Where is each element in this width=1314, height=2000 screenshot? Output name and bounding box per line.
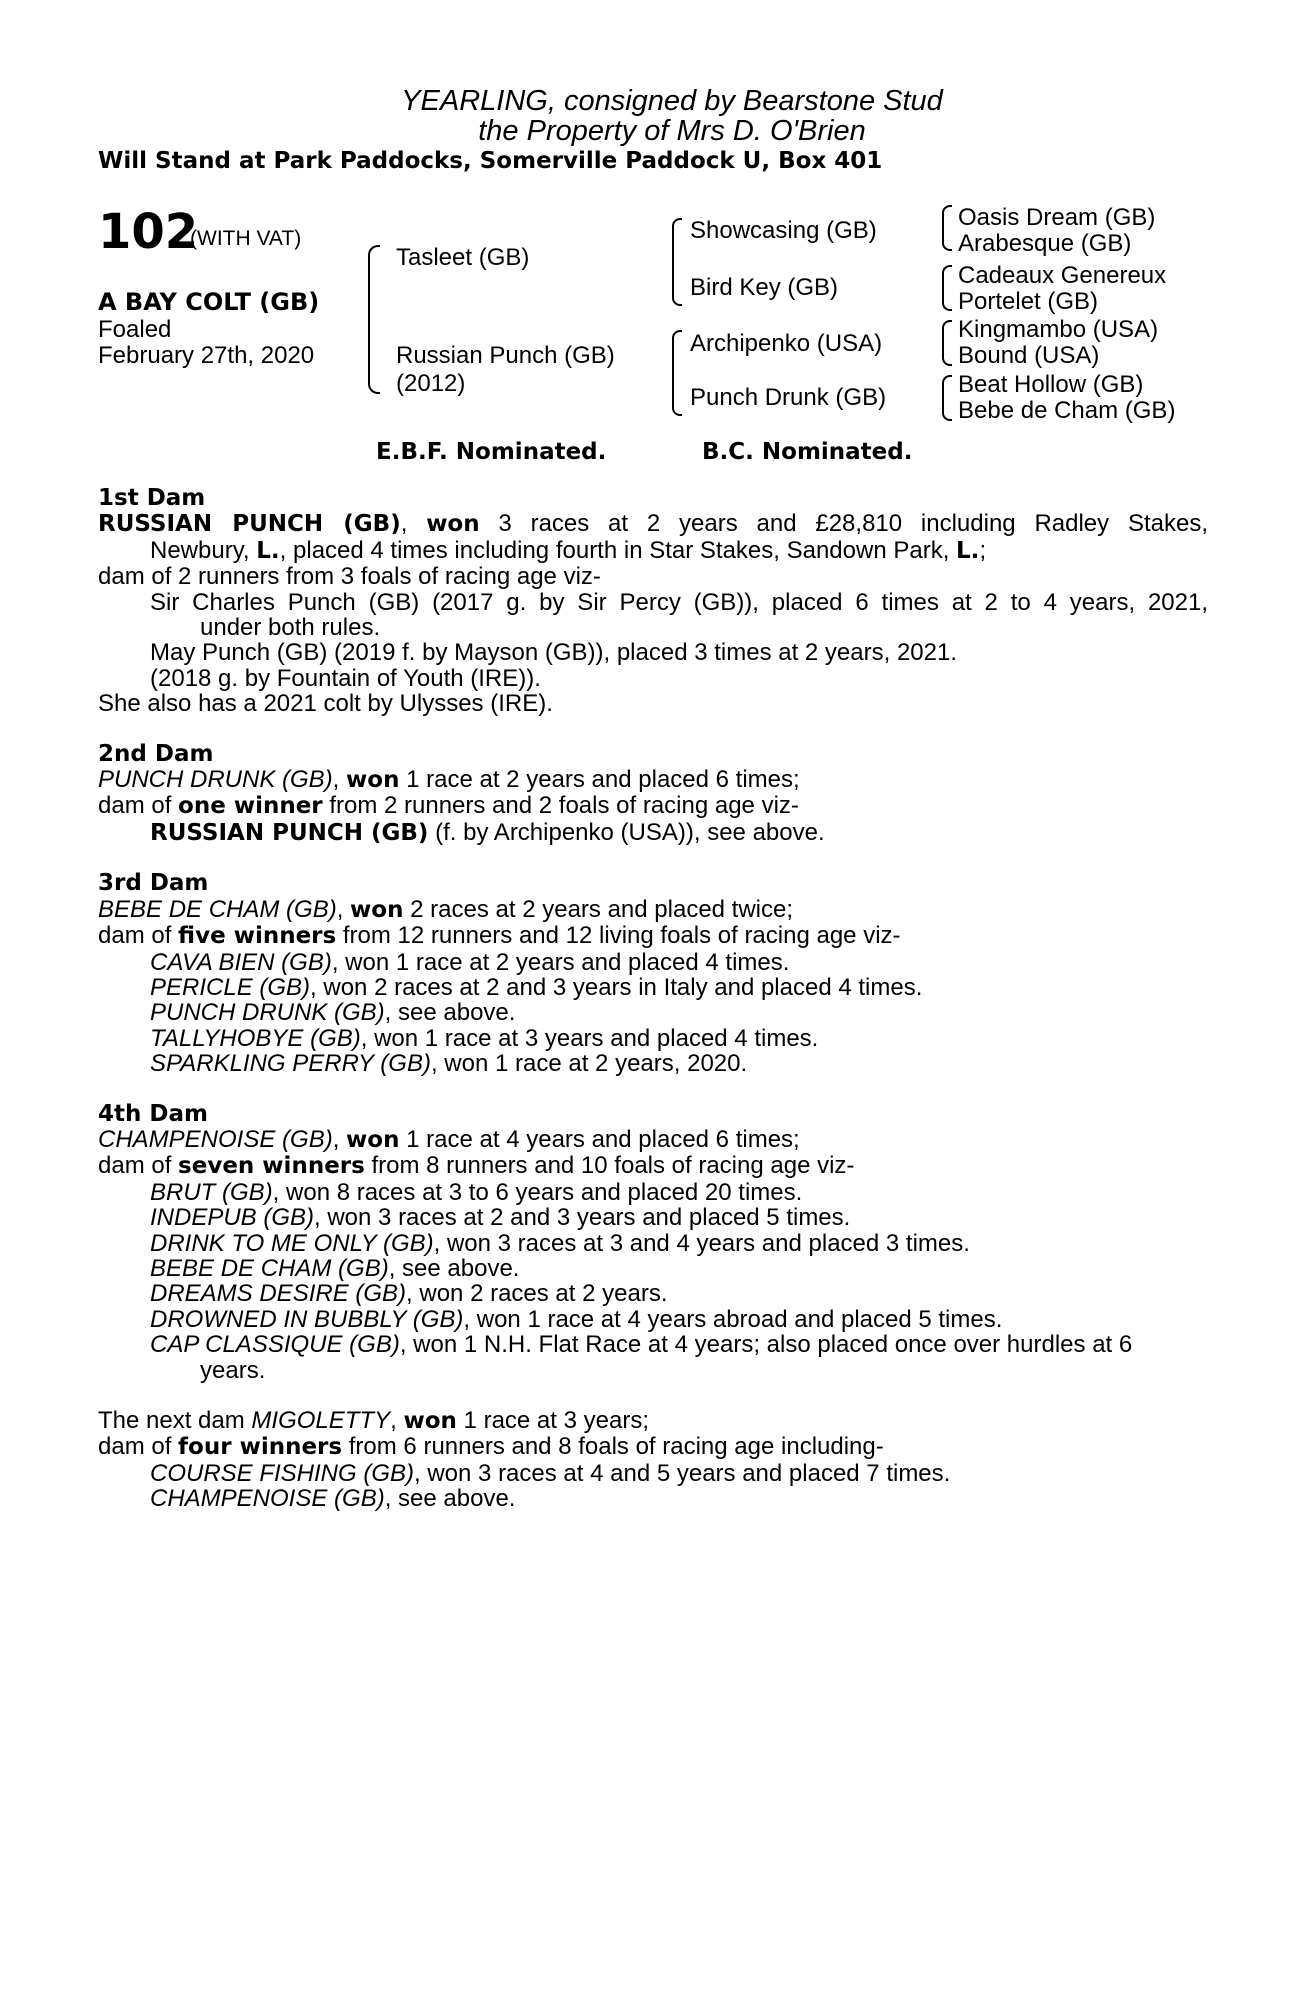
sire-sire: Showcasing (GB) [690, 217, 877, 244]
dam-name: RUSSIAN PUNCH (GB) [98, 511, 401, 538]
gg-name: Bound (USA) [958, 342, 1100, 369]
progeny-name: CAP CLASSIQUE (GB) [150, 1331, 400, 1359]
progeny-entry [98, 1486, 1208, 1511]
pedigree-brace-gg3 [942, 320, 952, 366]
race-record: Newbury, [150, 536, 257, 564]
race-record: ; [979, 536, 987, 564]
progeny-record: , see above. [388, 1254, 520, 1282]
progeny-entry [98, 1256, 1208, 1281]
foaled-date: February 27th, 2020 [98, 342, 315, 369]
race-record: 2 races at 2 years and placed twice; [403, 895, 794, 923]
progeny-record: , won 1 race at 2 years, 2020. [430, 1050, 748, 1078]
progeny-entry [98, 1461, 1208, 1486]
next-dam-section [98, 1408, 1208, 1512]
progeny-name: BEBE DE CHAM (GB) [150, 1254, 389, 1282]
dam-name: Russian Punch (GB) [396, 342, 615, 369]
progeny-name: PUNCH DRUNK (GB) [150, 999, 385, 1027]
progeny-record: , see above. [384, 1485, 516, 1513]
progeny-name: CAVA BIEN (GB) [150, 948, 332, 976]
progeny-name: DREAMS DESIRE (GB) [150, 1280, 407, 1308]
produce-record: from 6 runners and 8 foals of racing age including- [342, 1433, 884, 1461]
progeny-entry: Sir Charles Punch (GB) (2017 g. by Sir Percy (GB)), placed 6 times at 2 to 4 years, 2021, [150, 588, 1208, 616]
race-record: 1 race at 4 years and placed 6 times; [399, 1125, 800, 1153]
progeny-name: BRUT (GB) [150, 1178, 273, 1206]
section-title: 2nd Dam [98, 740, 214, 767]
winners-count: one winner [178, 793, 323, 820]
progeny-name: PERICLE (GB) [150, 973, 311, 1001]
section-title: 1st Dam [98, 485, 206, 511]
lot-description: A BAY COLT (GB) [98, 288, 320, 316]
gg-name: Bebe de Cham (GB) [958, 397, 1176, 424]
progeny-record: , won 8 races at 3 to 6 years and placed 20 times. [272, 1178, 803, 1206]
progeny-entry [98, 1180, 1208, 1205]
progeny-record: (f. by Archipenko (USA)), see above. [428, 818, 825, 846]
dam-of-label: dam of [98, 1152, 179, 1180]
pedigree-notes [98, 486, 1208, 1512]
produce-summary [98, 793, 1208, 819]
dam-of-label: dam of [98, 1433, 179, 1461]
progeny-record: , see above. [384, 999, 516, 1027]
progeny-entry [98, 1051, 1208, 1076]
progeny-record: , won 1 N.H. Flat Race at 4 years; also placed once over hurdles at 6 [399, 1331, 1133, 1359]
next-dam-label: The next dam [98, 1407, 252, 1434]
progeny-entry: (2018 g. by Fountain of Youth (IRE)). [150, 664, 541, 692]
progeny-entry [98, 1026, 1208, 1051]
progeny-name: SPARKLING PERRY (GB) [150, 1050, 431, 1078]
consignment-line: YEARLING, consigned by Bearstone Stud [401, 85, 943, 117]
dam-summary: CHAMPENOISE (GB), won 1 race at 4 years and placed 6 times; [98, 1125, 800, 1153]
race-record: , placed 4 times including fourth in Star Stakes, Sandown Park, [279, 536, 957, 564]
progeny-entry [98, 1281, 1208, 1306]
pedigree-brace-sire-parents [672, 218, 682, 306]
dam-summary-cont [98, 538, 1208, 564]
dam-name: PUNCH DRUNK (GB) [98, 766, 333, 794]
gg-name: Arabesque (GB) [958, 230, 1132, 257]
produce-summary [98, 1153, 1208, 1179]
dam-dam: Punch Drunk (GB) [690, 384, 887, 411]
gg-name: Oasis Dream (GB) [958, 204, 1156, 231]
progeny-entry-cont: under both rules. [200, 614, 381, 642]
produce-record: from 2 runners and 2 foals of racing age viz- [322, 792, 799, 820]
pedigree-brace-gg4 [942, 375, 952, 421]
progeny-entry [98, 1205, 1208, 1230]
race-record: 1 race at 2 years and placed 6 times; [399, 766, 800, 794]
progeny-name: TALLYHOBYE (GB) [150, 1024, 361, 1052]
ebf-nomination: E.B.F. Nominated. [376, 439, 607, 465]
sire-name: Tasleet (GB) [396, 244, 530, 271]
won-label: won [346, 1126, 400, 1153]
separator: , [390, 1407, 404, 1434]
progeny-record: , won 1 race at 3 years and placed 4 times. [360, 1024, 819, 1052]
dam-summary [98, 1408, 1208, 1434]
third-dam-section [98, 871, 1208, 1076]
winners-count: four winners [178, 1434, 343, 1461]
progeny-record: , won 2 races at 2 and 3 years in Italy and placed 4 times. [310, 973, 923, 1001]
sire-dam: Bird Key (GB) [690, 274, 839, 301]
pedigree-brace-gg1 [942, 205, 952, 251]
won-label: won [426, 511, 480, 538]
progeny-entry [98, 1332, 1208, 1357]
fourth-dam-section [98, 1102, 1208, 1383]
won-label: won [346, 767, 400, 794]
produce-summary [98, 923, 1208, 949]
gg-name: Kingmambo (USA) [958, 316, 1159, 343]
gg-name: Cadeaux Genereux [958, 262, 1167, 289]
dam-name: MIGOLETTY [251, 1407, 391, 1434]
lot-number: 102 [98, 204, 199, 260]
dam-sire: Archipenko (USA) [690, 330, 883, 357]
progeny-entry [98, 1231, 1208, 1256]
progeny-entry [98, 950, 1208, 975]
progeny-record: , won 1 race at 4 years abroad and placed 5 times. [463, 1305, 1003, 1333]
gg-name: Beat Hollow (GB) [958, 371, 1144, 398]
dam-name: CHAMPENOISE (GB) [98, 1125, 333, 1153]
won-label: won [403, 1408, 457, 1434]
progeny-entry [98, 1000, 1208, 1025]
dam-year: (2012) [396, 370, 466, 397]
progeny-record: , won 2 races at 2 years. [406, 1280, 668, 1308]
progeny-record: , won 3 races at 2 and 3 years and placed 5 times. [314, 1204, 851, 1232]
produce-summary [98, 1434, 1208, 1460]
bc-nomination: B.C. Nominated. [702, 439, 913, 465]
progeny-name: INDEPUB (GB) [150, 1204, 315, 1232]
produce-summary: dam of 2 runners from 3 foals of racing age viz- [98, 563, 601, 591]
progeny-entry [98, 820, 1208, 846]
gg-name: Portelet (GB) [958, 288, 1099, 315]
progeny-record: , won 3 races at 3 and 4 years and placed 3 times. [433, 1229, 970, 1257]
pedigree-brace-gg2 [942, 265, 952, 311]
dam-summary: RUSSIAN PUNCH (GB), won 3 races at 2 years and £28,810 including Radley Stakes, [98, 510, 1208, 538]
progeny-record: , won 1 race at 2 years and placed 4 times. [331, 948, 790, 976]
dam-name: BEBE DE CHAM (GB) [98, 895, 337, 923]
property-line: the Property of Mrs D. O'Brien [478, 115, 866, 147]
extra-note: She also has a 2021 colt by Ulysses (IRE). [98, 690, 553, 718]
winners-count: five winners [178, 923, 337, 950]
dam-of-label: dam of [98, 922, 179, 950]
progeny-name: DROWNED IN BUBBLY (GB) [150, 1305, 464, 1333]
progeny-name: COURSE FISHING (GB) [150, 1459, 415, 1487]
won-label: won [350, 896, 404, 923]
section-title: 3rd Dam [98, 870, 209, 897]
progeny-name: DRINK TO ME ONLY (GB) [150, 1229, 434, 1257]
listed-mark: L. [256, 537, 280, 564]
dam-summary: BEBE DE CHAM (GB), won 2 races at 2 years and placed twice; [98, 895, 794, 923]
dam-summary: PUNCH DRUNK (GB), won 1 race at 2 years and placed 6 times; [98, 766, 800, 794]
race-record: 1 race at 3 years; [456, 1407, 649, 1434]
foaled-label: Foaled [98, 316, 172, 343]
produce-record: from 8 runners and 10 foals of racing age viz- [364, 1152, 855, 1180]
progeny-entry [98, 1307, 1208, 1332]
first-dam-section [98, 486, 1208, 717]
pedigree-brace-dam-parents [672, 330, 682, 416]
listed-mark: L. [956, 537, 980, 564]
second-dam-section [98, 742, 1208, 847]
dam-of-label: dam of [98, 792, 179, 820]
produce-record: from 12 runners and 12 living foals of racing age viz- [336, 922, 901, 950]
pedigree-brace-sire-dam [368, 245, 380, 394]
progeny-entry: May Punch (GB) (2019 f. by Mayson (GB)), placed 3 times at 2 years, 2021. [150, 639, 958, 667]
progeny-name: RUSSIAN PUNCH (GB) [150, 819, 429, 846]
progeny-name: CHAMPENOISE (GB) [150, 1485, 385, 1513]
winners-count: seven winners [178, 1153, 365, 1180]
progeny-record: , won 3 races at 4 and 5 years and placed 7 times. [414, 1459, 951, 1487]
stand-line: Will Stand at Park Paddocks, Somerville Paddock U, Box 401 [98, 148, 883, 174]
section-title: 4th Dam [98, 1100, 208, 1127]
progeny-entry-cont: years. [200, 1356, 266, 1384]
vat-note: (WITH VAT) [190, 227, 302, 250]
progeny-entry [98, 975, 1208, 1000]
race-record: 3 races at 2 years and £28,810 including Radley Stakes, [479, 510, 1208, 538]
